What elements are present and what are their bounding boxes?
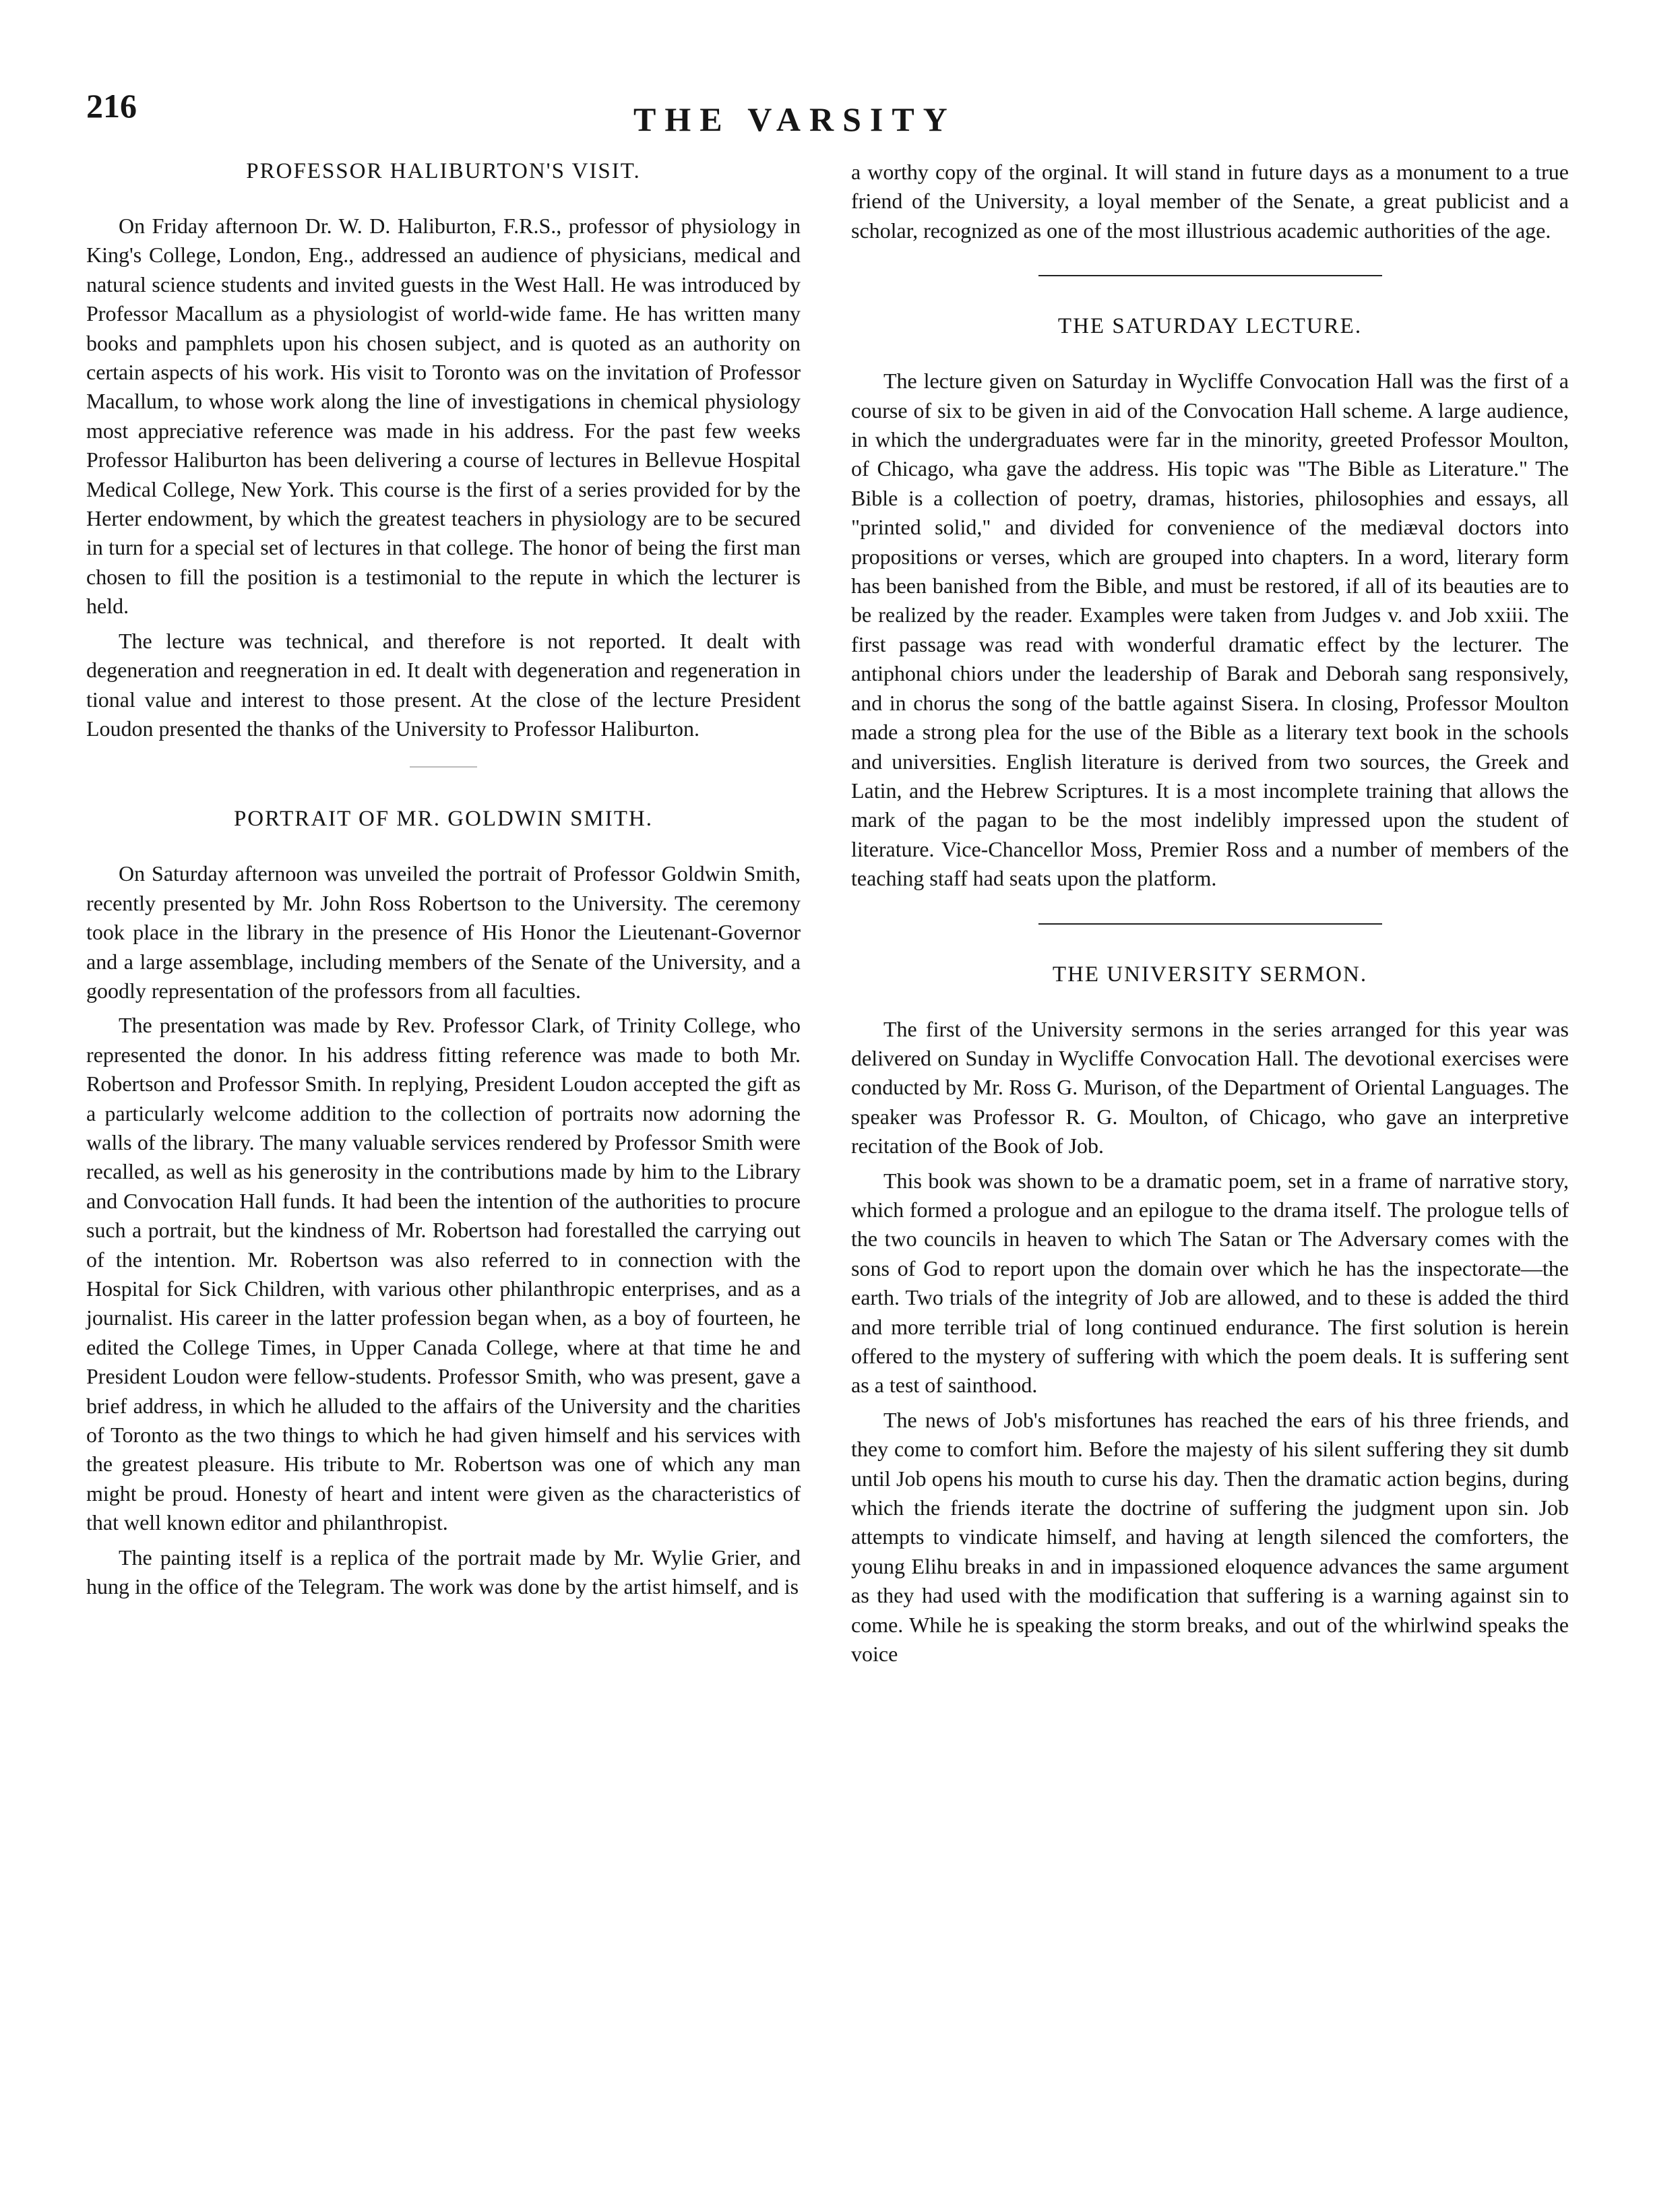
section-divider (1038, 923, 1382, 925)
article-paragraph: The lecture given on Saturday in Wycliffe Convocation Hall was the first of a course of six to be given in aid of the Convocation Hall scheme. A large audience, in which the undergraduates were far in the minority, greeted Professor Moulton, of Chicago, wha gave the address. His topic was "The Bible as Literature." The Bible is a collection of poetry, dramas, histories, philosophies and essays, all "printed solid," and divided for convenience of the mediæval doctors into propositions or verses, which are grouped into chapters. In a word, literary form has been banished from the Bible, and must be restored, if all of its beauties are to be realized by the reader. Examples were taken from Judges v. and Job xxiii. The first passage was read with wonderful dramatic effect by the lecturer. The antiphonal chiors under the leadership of Barak and Deborah sang responsively, and in chorus the song of the battle against Sisera. In closing, Professor Moulton made a strong plea for the use of the Bible as a literary text book in the schools and universities. English literature is derived from two sources, the Greek and Latin, and the Hebrew Scriptures. It is a most incomplete training that allows the mark of the pagan to be the most indelibly impressed upon the student of literature. Vice-Chancellor Moss, Premier Ross and a number of members of the teaching staff had seats upon the platform. (851, 369, 1569, 891)
article-heading: PROFESSOR HALIBURTON'S VISIT. (246, 159, 641, 183)
article-continuation: a worthy copy of the orginal. It will stand in future days as a monument to a true friend of the University, a loyal member of the Senate, a great publicist and a scholar, recognized as one of the most illustrious academic authorities of the age. (851, 160, 1569, 243)
article-goldwin-smith-portrait (86, 805, 801, 1601)
running-head: THE VARSITY (633, 100, 956, 138)
left-column (86, 158, 801, 1601)
article-saturday-lecture (851, 313, 1569, 893)
section-divider (410, 766, 477, 768)
right-column (851, 158, 1569, 1669)
article-paragraph: The lecture was technical, and therefore is not reported. It dealt with degeneration and reegneration in ed. It dealt with degeneration and regeneration in tional value and interest to those present. At the close of the lecture President Loudon presented the thanks of the University to Professor Haliburton. (86, 628, 801, 741)
section-divider (1038, 275, 1382, 276)
article-heading: THE UNIVERSITY SERMON. (1052, 962, 1368, 987)
article-heading: PORTRAIT OF MR. GOLDWIN SMITH. (233, 807, 654, 832)
article-paragraph: The news of Job's misfortunes has reached the ears of his three friends, and they come to comfort him. Before the majesty of his silent suffering they sit dumb until Job opens his mouth to curse his day. Then the dramatic action begins, during which the friends iterate the doctrine of suffering the judgment upon sin. Job attempts to vindicate himself, and having at length silenced the comforters, the young Elihu breaks in and in impassioned eloquence advances the same argument as they had used with the modification that suffering is a warning against sin to come. While he is speaking the storm breaks, and out of the whirlwind speaks the voice (851, 1407, 1569, 1667)
article-university-sermon (851, 961, 1569, 1669)
article-heading: THE SATURDAY LECTURE. (1057, 314, 1363, 339)
article-paragraph: The painting itself is a replica of the portrait made by Mr. Wylie Grier, and hung in the office of the Telegram. The work was done by the artist himself, and is (86, 1545, 801, 1599)
article-paragraph: On Friday afternoon Dr. W. D. Haliburton, F.R.S., professor of physiology in King's College, London, Eng., addressed an audience of physicians, medical and natural science students and invited guests in the West Hall. He was introduced by Professor Macallum as a physiologist of world-wide fame. He has written many books and pamphlets upon his chosen subject, and is quoted as an authority on certain aspects of his work. His visit to Toronto was on the invitation of Professor Macallum, to whose work along the line of investigations in chemical physiology most appreciative reference was made in his address. For the past few weeks Professor Haliburton has been delivering a course of lectures in Bellevue Hospital Medical College, New York. This course is the first of a series provided for by the Herter endowment, by which the greatest teachers in physiology are to be secured in turn for a special set of lectures in that college. The honor of being the first man chosen to fill the position is a testimonial to the repute in which the lecturer is held. (86, 214, 801, 619)
article-paragraph: This book was shown to be a dramatic poem, set in a frame of narrative story, which formed a prologue and an epilogue to the drama itself. The prologue tells of the two councils in heaven to which The Satan or The Adversary comes with the sons of God to report upon the domain over which he has the inspectorate—the earth. Two trials of the integrity of Job are allowed, and to these is added the third and more terrible trial of long continued endurance. The first solution is herein offered to the mystery of suffering with which the poem deals. It is suffering sent as a test of sainthood. (851, 1168, 1569, 1398)
page-number: 216 (86, 87, 137, 125)
article-paragraph: The first of the University sermons in the series arranged for this year was delivered on Sunday in Wycliffe Convocation Hall. The devotional exercises were conducted by Mr. Ross G. Murison, of the Department of Oriental Languages. The speaker was Professor R. G. Moulton, of Chicago, who gave an interpretive recitation of the Book of Job. (851, 1016, 1569, 1158)
article-haliburton-visit (86, 158, 801, 743)
article-paragraph: On Saturday afternoon was unveiled the portrait of Professor Goldwin Smith, recently presented by Mr. John Ross Robertson to the University. The ceremony took place in the library in the presence of His Honor the Lieutenant-Governor and a large assemblage, including members of the Senate of the University, and a goodly representation of the professors from all faculties. (86, 861, 801, 1003)
article-paragraph: The presentation was made by Rev. Professor Clark, of Trinity College, who represented the donor. In his address fitting reference was made to both Mr. Robertson and Professor Smith. In replying, President Loudon accepted the gift as a particularly welcome addition to the collection of portraits now adorning the walls of the library. The many valuable services rendered by Professor Smith were recalled, as well as his generosity in the contributions made by him to the Library and Convocation Hall funds. It had been the intention of the authorities to procure such a portrait, but the kindness of Mr. Robertson had forestalled the carrying out of the intention. Mr. Robertson was also referred to in connection with the Hospital for Sick Children, with various other philanthropic enterprises, and as a journalist. His career in the latter profession began when, as a boy of fourteen, he edited the College Times, in Upper Canada College, where at that time he and President Loudon were fellow-students. Professor Smith, who was present, gave a brief address, in which he alluded to the affairs of the University and the charities of Toronto as the two things to which he had given himself and his services with the greatest pleasure. His tribute to Mr. Robertson was one of which any man might be proud. Honesty of heart and intent were given as the characteristics of that well known editor and philanthropist. (86, 1013, 801, 1535)
